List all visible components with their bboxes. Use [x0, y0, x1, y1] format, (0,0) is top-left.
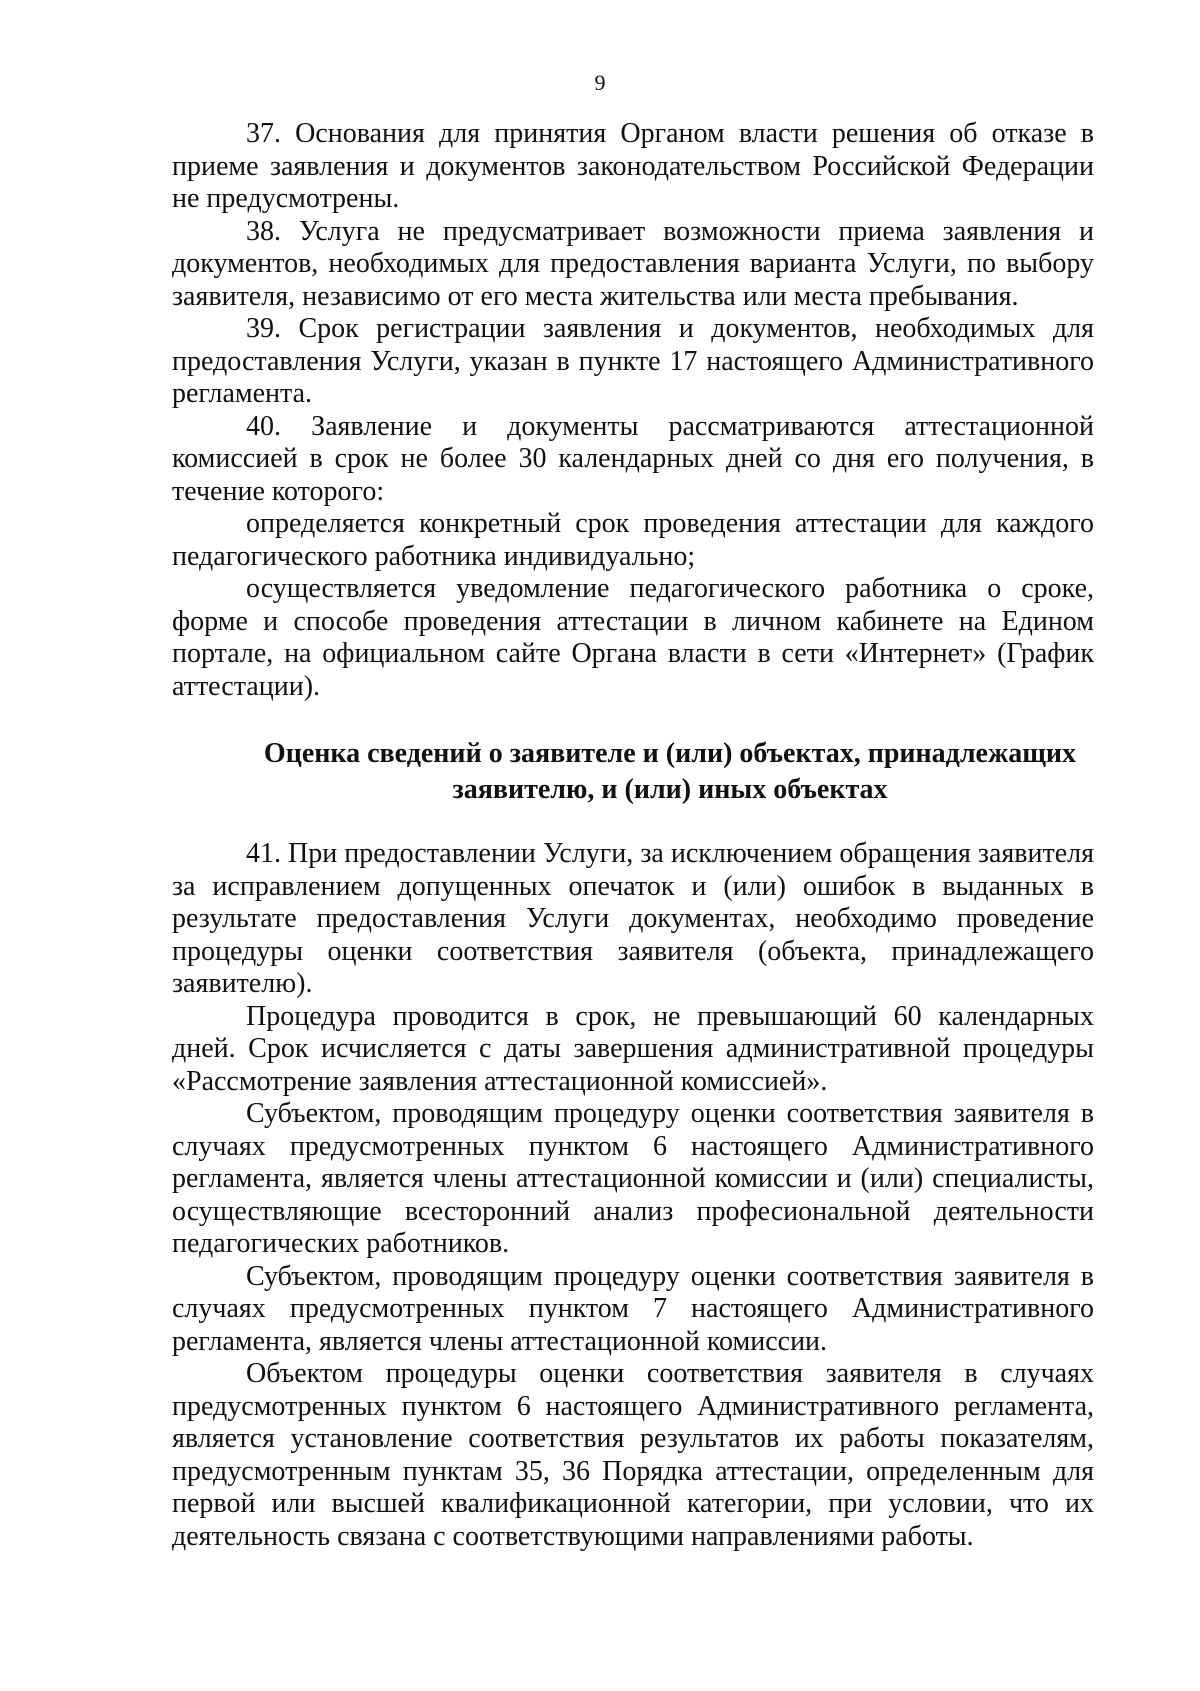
paragraph-37: 37. Основания для принятия Органом власти решения об отказе в приеме заявления и документов законодательством Российской Федерации не предусмотрены.: [172, 118, 1094, 214]
paragraph-procedure-term: Процедура проводится в срок, не превышающий 60 календарных дней. Срок исчисляется с даты завершения административной процедуры «Рассмотрение заявления аттестационной комиссией».: [172, 1000, 1094, 1097]
document-body: [172, 118, 1094, 1553]
paragraph-39: 39. Срок регистрации заявления и документов, необходимых для предоставления Услуги, указан в пункте 17 настоящего Административного регламента.: [172, 313, 1094, 409]
page-number: 9: [594, 70, 606, 95]
paragraph-object-point-6: Объектом процедуры оценки соответствия заявителя в случаях предусмотренных пунктом 6 настоящего Административного регламента, является установление соответствия результатов их работы показателям, предусмотренным пунктам 35, 36 Порядка аттестации, определенным для первой или высшей квалификационной категории, при условии, что их деятельность связана с соответствующими направлениями работы.: [172, 1358, 1094, 1552]
section-heading: Оценка сведений о заявителе и (или) объектах, принадлежащих заявителю, и (или) иных объектах: [263, 738, 1077, 805]
paragraph-41: 41. При предоставлении Услуги, за исключением обращения заявителя за исправлением допущенных опечаток и (или) ошибок в выданных в результате предоставления Услуги документах, необходимо проведение процедуры оценки соответствия заявителя (объекта, принадлежащего заявителю).: [172, 838, 1094, 999]
paragraph-subject-point-7: Субъектом, проводящим процедуру оценки соответствия заявителя в случаях предусмотренных пунктом 7 настоящего Административного регламента, является члены аттестационной комиссии.: [172, 1260, 1094, 1357]
paragraph-40-item-1: определяется конкретный срок проведения аттестации для каждого педагогического работника индивидуально;: [172, 508, 1094, 572]
paragraph-38: 38. Услуга не предусматривает возможности приема заявления и документов, необходимых для предоставления варианта Услуги, по выбору заявителя, независимо от его места жительства или места пребывания.: [172, 215, 1094, 312]
paragraph-subject-point-6: Субъектом, проводящим процедуру оценки соответствия заявителя в случаях предусмотренных пунктом 6 настоящего Административного регламента, является члены аттестационной комиссии и (или) специалисты, осуществляющие всесторонний анализ професиональной деятельности педагогических работников.: [172, 1098, 1094, 1259]
paragraph-40-item-2: осуществляется уведомление педагогического работника о сроке, форме и способе проведения аттестации в личном кабинете на Едином портале, на официальном сайте Органа власти в сети «Интернет» (График аттестации).: [172, 573, 1094, 702]
paragraph-40: 40. Заявление и документы рассматриваются аттестационной комиссией в срок не более 30 календарных дней со дня его получения, в течение которого:: [172, 410, 1094, 507]
